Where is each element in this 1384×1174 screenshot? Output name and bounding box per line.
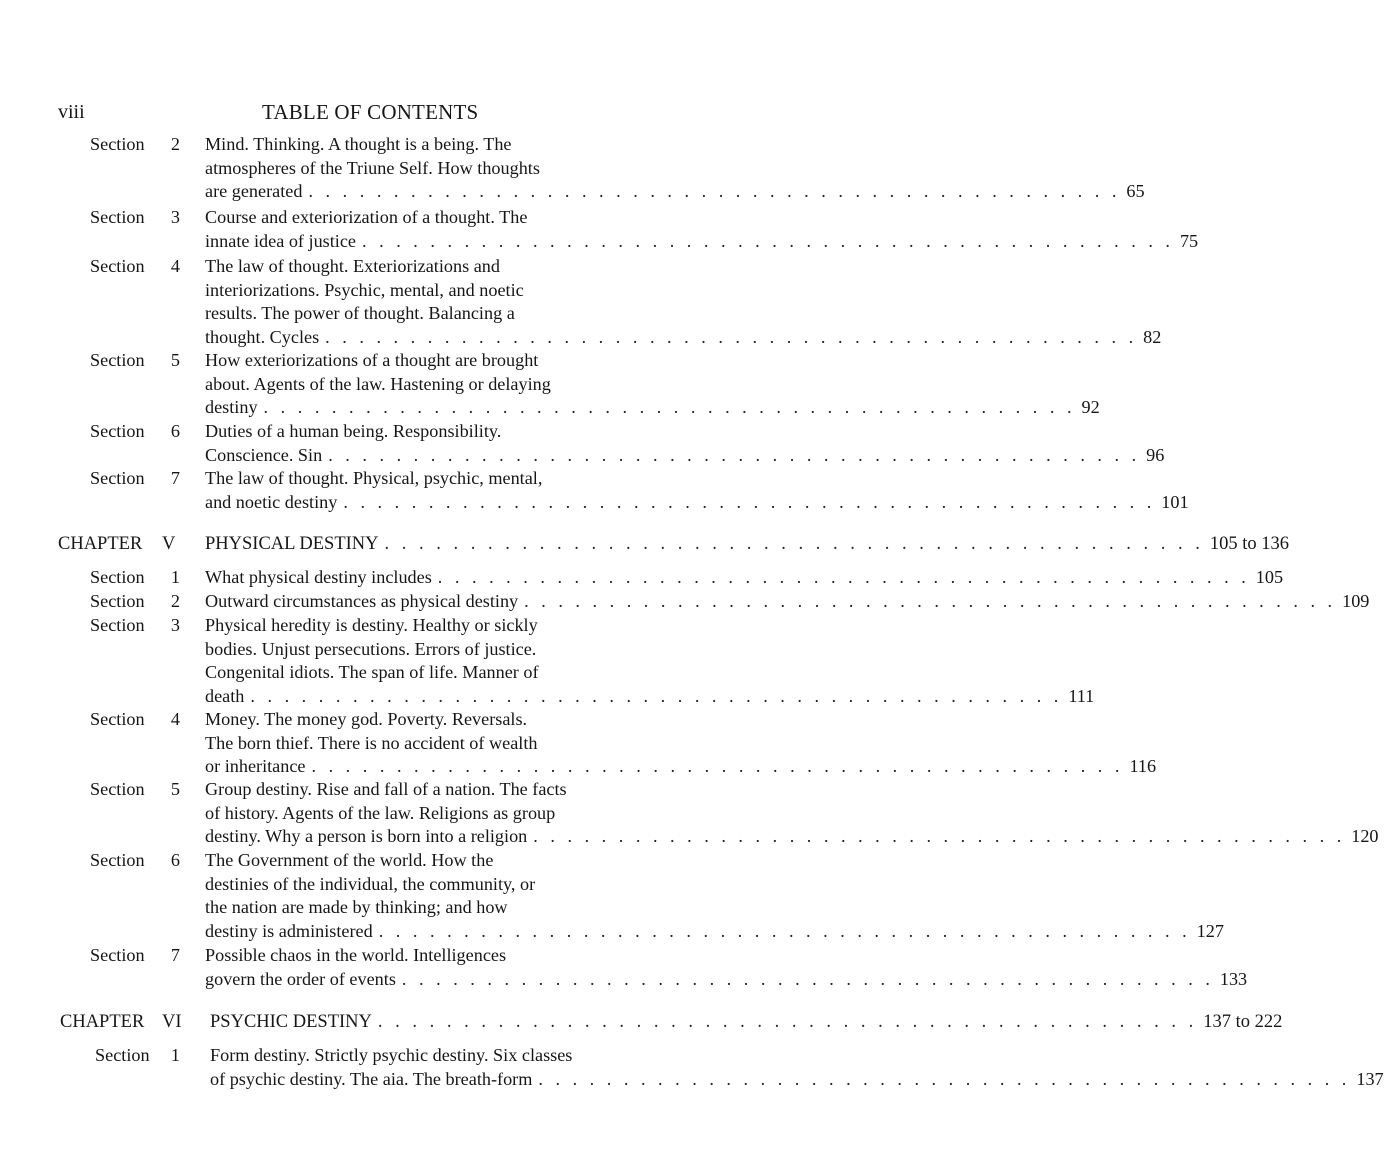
entry-description	[205, 849, 1224, 943]
entry-label: Section	[90, 421, 145, 441]
dot-leader: . . . . . . . . . . . . . . . . . . . . . . . . . . . . . . . . . . . . . . . . . . . . . . . .	[378, 920, 1191, 941]
chapter-title: PHYSICAL DESTINY	[205, 534, 379, 554]
entry-page-number: 116	[1129, 756, 1157, 776]
entry-line: How exteriorizations of a thought are brought	[205, 350, 539, 370]
entry-label: Section	[90, 850, 145, 870]
entry-line: Duties of a human being. Responsibility.	[205, 421, 502, 441]
entry-description	[205, 614, 1095, 708]
entry-description	[205, 590, 1370, 614]
entry-line: of psychic destiny. The aia. The breath-form	[210, 1068, 533, 1089]
chapter-page-range: 105 to 136	[1209, 534, 1290, 554]
entry-page-number: 65	[1126, 181, 1145, 201]
entry-line: Congenital idiots. The span of life. Manner of	[205, 662, 539, 682]
dot-leader: . . . . . . . . . . . . . . . . . . . . . . . . . . . . . . . . . . . . . . . . . . . . . . . .	[328, 444, 1141, 465]
entry-line: thought. Cycles	[205, 326, 320, 347]
entry-line: The born thief. There is no accident of wealth	[205, 732, 538, 753]
entry-line: destiny. Why a person is born into a religion	[205, 826, 528, 846]
entry-page-number: 120	[1351, 826, 1379, 846]
entry-page-number: 111	[1068, 685, 1095, 706]
entry-line: of history. Agents of the law. Religions as group	[205, 802, 556, 823]
entry-line: Conscience. Sin	[205, 444, 323, 465]
chapter-label: CHAPTER	[58, 534, 143, 554]
entry-page-number: 75	[1179, 230, 1199, 251]
entry-line: or inheritance	[205, 756, 306, 776]
chapter-number: V	[162, 534, 176, 554]
chapter-title: PSYCHIC DESTINY	[210, 1012, 372, 1032]
entry-line: innate idea of justice	[205, 230, 356, 251]
chapter-title-line	[210, 1011, 1283, 1035]
dot-leader: . . . . . . . . . . . . . . . . . . . . . . . . . . . . . . . . . . . . . . . . . . . . . . . .	[377, 1012, 1198, 1032]
entry-description	[210, 1044, 1384, 1091]
entry-description	[205, 944, 1248, 991]
entry-label: Section	[90, 350, 145, 370]
entry-line: Physical heredity is destiny. Healthy or sickly	[205, 615, 538, 635]
dot-leader: . . . . . . . . . . . . . . . . . . . . . . . . . . . . . . . . . . . . . . . . . . . . . . . .	[308, 181, 1121, 201]
dot-leader: . . . . . . . . . . . . . . . . . . . . . . . . . . . . . . . . . . . . . . . . . . . . . . . .	[325, 326, 1138, 347]
entry-label: Section	[95, 1045, 150, 1065]
entry-number: 5	[170, 779, 180, 799]
entry-line: Possible chaos in the world. Intelligences	[205, 945, 507, 965]
entry-line: Form destiny. Strictly psychic destiny. Six classes	[210, 1045, 573, 1065]
entry-description	[205, 708, 1157, 779]
entry-label: Section	[90, 709, 145, 729]
entry-number: 3	[170, 207, 180, 227]
entry-description	[205, 255, 1162, 349]
dot-leader: . . . . . . . . . . . . . . . . . . . . . . . . . . . . . . . . . . . . . . . . . . . . . . . .	[362, 230, 1174, 251]
entry-page-number: 82	[1143, 326, 1162, 347]
chapter-page-range: 137 to 222	[1203, 1012, 1283, 1032]
chapter-label: CHAPTER	[60, 1012, 145, 1032]
entry-label: Section	[90, 256, 145, 276]
entry-line: and noetic destiny	[205, 491, 338, 512]
entry-line: The law of thought. Exteriorizations and	[205, 256, 500, 276]
dot-leader: . . . . . . . . . . . . . . . . . . . . . . . . . . . . . . . . . . . . . . . . . . . . . . . .	[401, 968, 1214, 989]
entry-description	[205, 467, 1189, 514]
entry-line: Group destiny. Rise and fall of a nation. The facts	[205, 779, 567, 799]
chapter-title-line	[205, 533, 1290, 557]
entry-number: 1	[170, 567, 180, 587]
entry-description	[205, 420, 1165, 467]
dot-leader: . . . . . . . . . . . . . . . . . . . . . . . . . . . . . . . . . . . . . . . . . . . . . . . .	[538, 1068, 1351, 1089]
entry-page-number: 101	[1161, 491, 1189, 512]
entry-page-number: 137	[1356, 1068, 1384, 1089]
entry-number: 2	[170, 591, 180, 611]
entry-line: Mind. Thinking. A thought is a being. The	[205, 134, 512, 154]
chapter-number: VI	[162, 1012, 182, 1032]
entry-page-number: 92	[1081, 397, 1100, 417]
dot-leader: . . . . . . . . . . . . . . . . . . . . . . . . . . . . . . . . . . . . . . . . . . . . . . . .	[533, 826, 1346, 846]
entry-label: Section	[90, 945, 145, 965]
entry-line: bodies. Unjust persecutions. Errors of justice.	[205, 638, 537, 659]
entry-line: the nation are made by thinking; and how	[205, 897, 508, 917]
entry-label: Section	[90, 134, 145, 154]
entry-line: destiny is administered	[205, 920, 373, 941]
dot-leader: . . . . . . . . . . . . . . . . . . . . . . . . . . . . . . . . . . . . . . . . . . . . . . . .	[263, 397, 1076, 417]
entry-number: 7	[170, 945, 180, 965]
entry-page-number: 133	[1219, 968, 1248, 989]
dot-leader: . . . . . . . . . . . . . . . . . . . . . . . . . . . . . . . . . . . . . . . . . . . . . . . .	[524, 591, 1337, 611]
entry-line: Outward circumstances as physical destiny	[205, 591, 519, 611]
entry-line: Course and exteriorization of a thought. The	[205, 207, 528, 227]
entry-page-number: 105	[1255, 567, 1284, 587]
entry-number: 4	[170, 256, 180, 276]
dot-leader: . . . . . . . . . . . . . . . . . . . . . . . . . . . . . . . . . . . . . . . . . . . . . . . .	[250, 685, 1063, 706]
entry-line: about. Agents of the law. Hastening or delaying	[205, 373, 551, 394]
page-title: TABLE OF CONTENTS	[262, 100, 479, 124]
entry-label: Section	[90, 468, 145, 488]
entry-line: interiorizations. Psychic, mental, and noetic	[205, 279, 524, 300]
entry-description	[205, 566, 1284, 590]
dot-leader: . . . . . . . . . . . . . . . . . . . . . . . . . . . . . . . . . . . . . . . . . . . . . . . .	[437, 567, 1250, 587]
entry-description	[205, 778, 1379, 849]
entry-line: The Government of the world. How the	[205, 850, 494, 870]
entry-line: destiny	[205, 397, 258, 417]
entry-page-number: 109	[1342, 591, 1370, 611]
entry-label: Section	[90, 591, 145, 611]
dot-leader: . . . . . . . . . . . . . . . . . . . . . . . . . . . . . . . . . . . . . . . . . . . . . . . .	[311, 756, 1124, 776]
entry-line: are generated	[205, 181, 303, 201]
entry-label: Section	[90, 207, 145, 227]
entry-line: govern the order of events	[205, 968, 396, 989]
entry-line: Money. The money god. Poverty. Reversals.	[205, 709, 528, 729]
entry-label: Section	[90, 567, 145, 587]
entry-label: Section	[90, 615, 145, 635]
entry-number: 6	[170, 421, 180, 441]
entry-number: 7	[170, 468, 180, 488]
entry-number: 5	[170, 350, 180, 370]
dot-leader: . . . . . . . . . . . . . . . . . . . . . . . . . . . . . . . . . . . . . . . . . . . . . . . .	[343, 491, 1156, 512]
entry-description	[205, 206, 1199, 253]
entry-number: 1	[170, 1045, 180, 1065]
entry-page-number: 96	[1146, 444, 1165, 465]
entry-number: 3	[170, 615, 180, 635]
entry-number: 4	[170, 709, 180, 729]
entry-number: 6	[170, 850, 180, 870]
entry-line: The law of thought. Physical, psychic, mental,	[205, 468, 543, 488]
entry-line: death	[205, 685, 245, 706]
entry-page-number: 127	[1196, 920, 1224, 941]
entry-number: 2	[170, 134, 180, 154]
entry-line: What physical destiny includes	[205, 567, 432, 587]
dot-leader: . . . . . . . . . . . . . . . . . . . . . . . . . . . . . . . . . . . . . . . . . . . . . . . .	[384, 534, 1204, 554]
page-number: viii	[58, 101, 85, 123]
entry-description	[205, 133, 1145, 204]
entry-line: destinies of the individual, the community, or	[205, 873, 536, 894]
entry-label: Section	[90, 779, 145, 799]
entry-line: results. The power of thought. Balancing a	[205, 303, 515, 323]
entry-description	[205, 349, 1100, 420]
entry-line: atmospheres of the Triune Self. How thoughts	[205, 157, 540, 178]
